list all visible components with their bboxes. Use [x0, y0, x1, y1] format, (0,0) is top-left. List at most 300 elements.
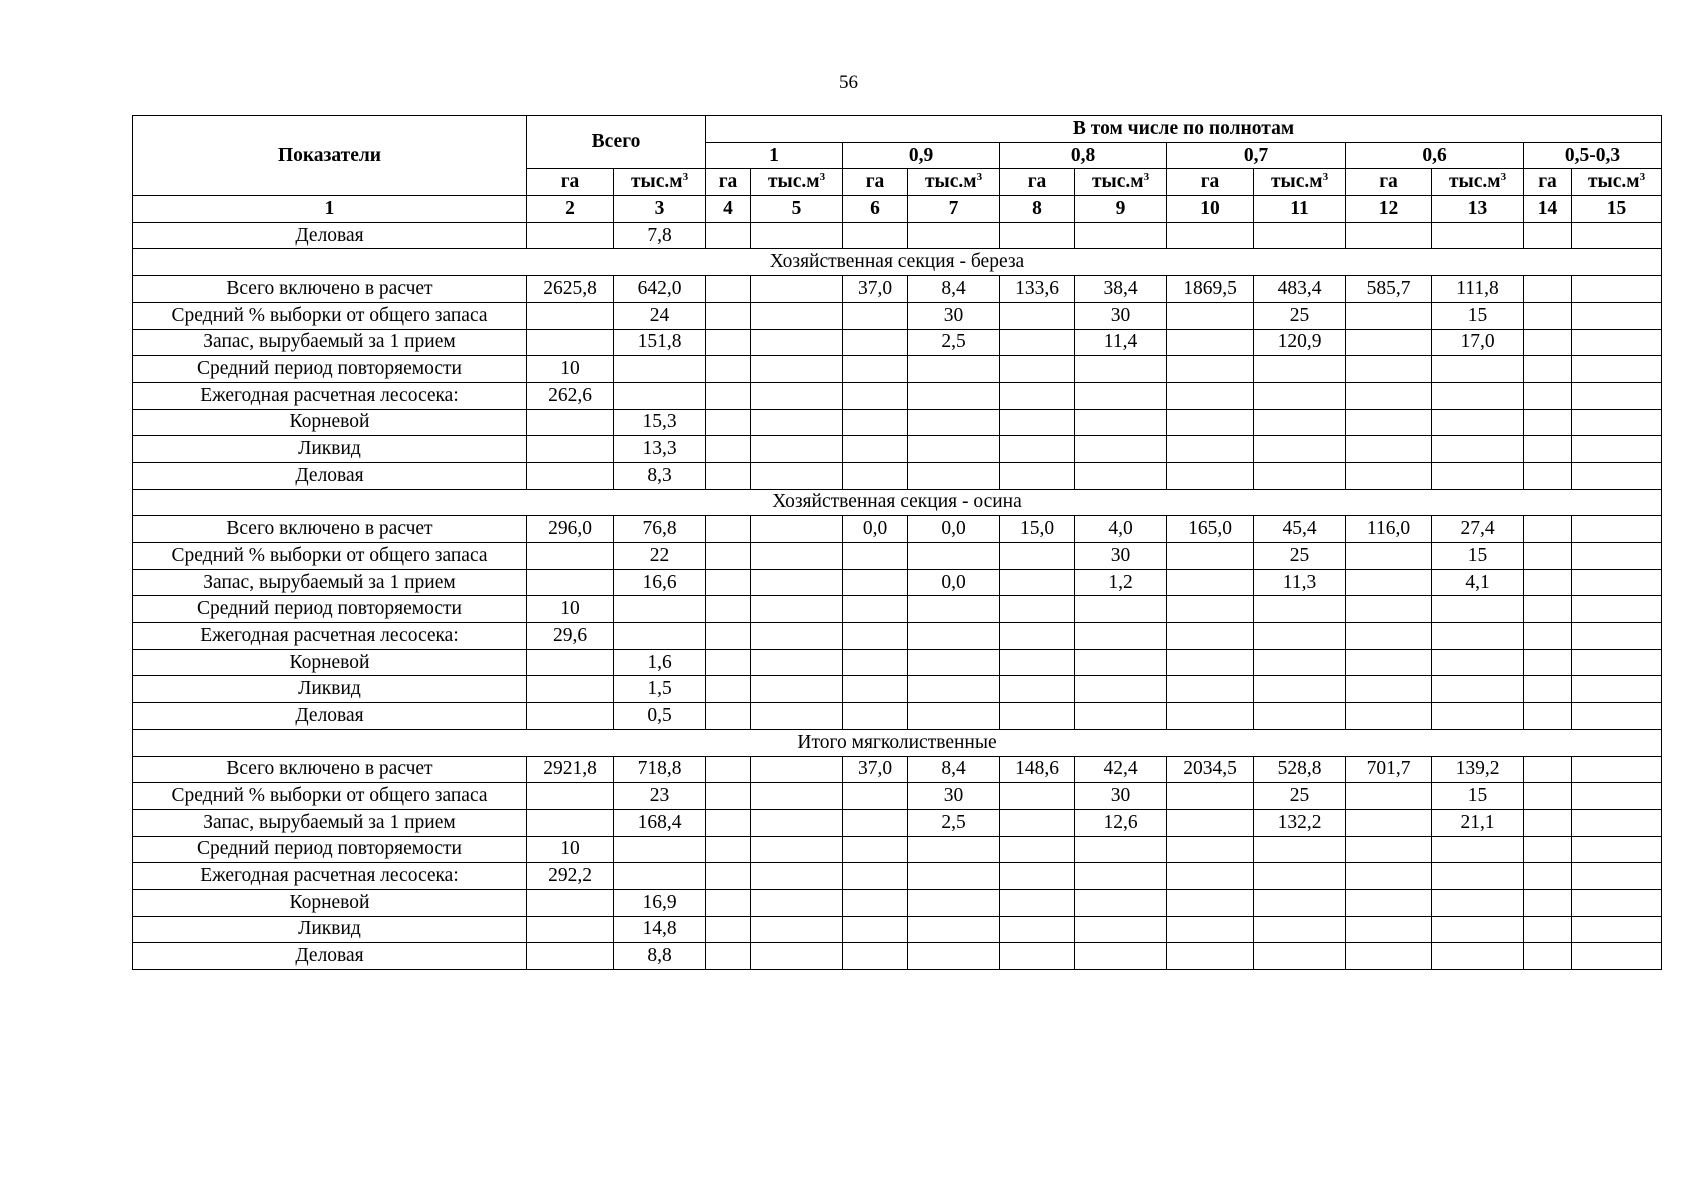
table-cell [1524, 676, 1572, 703]
table-cell [1346, 382, 1432, 409]
table-cell: 262,6 [527, 382, 614, 409]
table-row [133, 836, 1662, 863]
table-cell [843, 703, 908, 730]
table-cell [1254, 889, 1346, 916]
table-cell [1572, 462, 1662, 489]
table-cell [908, 623, 1000, 650]
table-cell [706, 916, 751, 943]
table-cell [1432, 916, 1524, 943]
table-cell [614, 356, 706, 383]
table-cell [1572, 809, 1662, 836]
table-cell [1254, 596, 1346, 623]
table-cell [706, 783, 751, 810]
table-cell [1167, 649, 1254, 676]
table-cell [1000, 943, 1075, 970]
column-number: 4 [706, 196, 751, 223]
row-label: Ликвид [133, 676, 527, 703]
row-label: Деловая [133, 222, 527, 249]
table-cell [1524, 329, 1572, 356]
table-cell [843, 409, 908, 436]
table-cell: 2,5 [908, 329, 1000, 356]
row-label: Корневой [133, 889, 527, 916]
table-row [133, 462, 1662, 489]
table-cell [1524, 836, 1572, 863]
table-cell [1432, 462, 1524, 489]
table-cell: 139,2 [1432, 756, 1524, 783]
table-cell [751, 916, 843, 943]
table-cell [1524, 649, 1572, 676]
column-number: 14 [1524, 196, 1572, 223]
table-cell: 0,0 [908, 569, 1000, 596]
unit-volume-superscript: 3 [1143, 171, 1150, 184]
table-cell [751, 436, 843, 463]
table-cell [1572, 516, 1662, 543]
table-cell [751, 329, 843, 356]
header-unit-ha: га [1524, 169, 1572, 196]
row-label: Корневой [133, 409, 527, 436]
table-row [133, 916, 1662, 943]
table-cell [1254, 676, 1346, 703]
header-unit-volume [1572, 169, 1662, 196]
section-title: Хозяйственная секция - береза [133, 249, 1662, 276]
table-cell: 14,8 [614, 916, 706, 943]
table-cell [1075, 836, 1167, 863]
table-cell [908, 462, 1000, 489]
table-cell [1346, 543, 1432, 570]
table-cell [751, 623, 843, 650]
row-label: Средний % выборки от общего запаса [133, 783, 527, 810]
table-cell: 8,8 [614, 943, 706, 970]
table-row [133, 329, 1662, 356]
table-cell [751, 836, 843, 863]
table-cell [1524, 783, 1572, 810]
section-row [133, 729, 1662, 756]
table-cell: 30 [1075, 543, 1167, 570]
table-cell [1167, 329, 1254, 356]
table-cell [1075, 623, 1167, 650]
table-cell: 25 [1254, 783, 1346, 810]
table-cell [1432, 836, 1524, 863]
table-cell [527, 943, 614, 970]
table-cell: 0,0 [908, 516, 1000, 543]
table-cell [1346, 329, 1432, 356]
table-cell [1432, 409, 1524, 436]
table-cell: 22 [614, 543, 706, 570]
table-cell [1000, 409, 1075, 436]
table-cell: 165,0 [1167, 516, 1254, 543]
table-cell: 27,4 [1432, 516, 1524, 543]
table-cell [706, 382, 751, 409]
table-cell [751, 462, 843, 489]
table-cell [1000, 623, 1075, 650]
table-cell [706, 703, 751, 730]
unit-volume-superscript: 3 [682, 171, 689, 184]
table-cell [1167, 703, 1254, 730]
table-cell [1075, 943, 1167, 970]
table-cell: 15 [1432, 543, 1524, 570]
table-cell: 38,4 [1075, 276, 1167, 303]
table-cell: 168,4 [614, 809, 706, 836]
table-cell [1000, 783, 1075, 810]
table-cell [1524, 756, 1572, 783]
unit-volume-text: тыс.м [767, 171, 820, 193]
table-cell [1000, 462, 1075, 489]
table-cell [1432, 943, 1524, 970]
row-label: Ежегодная расчетная лесосека: [133, 382, 527, 409]
column-number: 13 [1432, 196, 1524, 223]
column-number: 9 [1075, 196, 1167, 223]
table-cell [706, 596, 751, 623]
table-cell [1346, 676, 1432, 703]
header-unit-ha: га [1346, 169, 1432, 196]
table-cell [751, 276, 843, 303]
unit-volume-superscript: 3 [1322, 171, 1329, 184]
table-cell [843, 543, 908, 570]
section-title: Итого мягколиственные [133, 729, 1662, 756]
table-cell: 23 [614, 783, 706, 810]
table-cell [1167, 222, 1254, 249]
table-cell [1167, 889, 1254, 916]
row-label: Всего включено в расчет [133, 276, 527, 303]
column-number: 1 [133, 196, 527, 223]
table-cell [706, 409, 751, 436]
header-unit-ha: га [1000, 169, 1075, 196]
table-cell [843, 649, 908, 676]
table-cell [1572, 382, 1662, 409]
table-row [133, 543, 1662, 570]
table-cell [908, 409, 1000, 436]
table-row [133, 516, 1662, 543]
table-row [133, 863, 1662, 890]
table-cell [614, 836, 706, 863]
column-number: 11 [1254, 196, 1346, 223]
table-cell [1000, 329, 1075, 356]
table-row [133, 623, 1662, 650]
row-label: Деловая [133, 943, 527, 970]
column-number: 12 [1346, 196, 1432, 223]
table-cell: 16,6 [614, 569, 706, 596]
table-cell [1254, 462, 1346, 489]
row-label: Ликвид [133, 916, 527, 943]
table-cell [1167, 809, 1254, 836]
table-cell [1075, 356, 1167, 383]
table-cell: 12,6 [1075, 809, 1167, 836]
table-cell [706, 809, 751, 836]
table-cell: 2,5 [908, 809, 1000, 836]
table-cell [1254, 916, 1346, 943]
table-cell [1524, 276, 1572, 303]
table-cell [706, 836, 751, 863]
table-cell [1254, 836, 1346, 863]
unit-volume-superscript: 3 [976, 171, 983, 184]
table-cell [1524, 809, 1572, 836]
table-cell [1572, 222, 1662, 249]
row-label: Запас, вырубаемый за 1 прием [133, 569, 527, 596]
table-cell: 24 [614, 302, 706, 329]
table-cell: 4,0 [1075, 516, 1167, 543]
table-cell: 111,8 [1432, 276, 1524, 303]
table-row [133, 809, 1662, 836]
table-cell [527, 462, 614, 489]
table-cell [527, 676, 614, 703]
table-cell [1572, 649, 1662, 676]
table-cell [1346, 703, 1432, 730]
row-label: Ежегодная расчетная лесосека: [133, 623, 527, 650]
table-row [133, 302, 1662, 329]
section-title: Хозяйственная секция - осина [133, 489, 1662, 516]
table-cell [1000, 863, 1075, 890]
table-cell [1572, 889, 1662, 916]
table-cell [706, 649, 751, 676]
table-row [133, 889, 1662, 916]
table-cell [1524, 409, 1572, 436]
table-cell [1524, 916, 1572, 943]
table-cell [1075, 703, 1167, 730]
table-cell: 11,3 [1254, 569, 1346, 596]
table-cell [1572, 569, 1662, 596]
table-cell [527, 543, 614, 570]
table-cell [1524, 543, 1572, 570]
table-cell [1075, 436, 1167, 463]
table-cell [843, 596, 908, 623]
table-cell [1524, 436, 1572, 463]
table-cell [1572, 836, 1662, 863]
table-row [133, 222, 1662, 249]
table-cell [751, 943, 843, 970]
table-cell: 148,6 [1000, 756, 1075, 783]
table-cell [1254, 356, 1346, 383]
table-cell: 30 [1075, 302, 1167, 329]
table-cell: 718,8 [614, 756, 706, 783]
table-cell [908, 222, 1000, 249]
table-cell [1000, 596, 1075, 623]
column-number: 10 [1167, 196, 1254, 223]
table-cell: 1,6 [614, 649, 706, 676]
table-row [133, 382, 1662, 409]
table-cell: 2034,5 [1167, 756, 1254, 783]
table-cell [1572, 302, 1662, 329]
table-cell [1572, 596, 1662, 623]
table-cell: 25 [1254, 543, 1346, 570]
table-cell [1572, 783, 1662, 810]
table-cell [843, 836, 908, 863]
table-cell [843, 382, 908, 409]
table-cell [908, 436, 1000, 463]
table-cell [1572, 436, 1662, 463]
header-unit-ha: га [527, 169, 614, 196]
table-cell: 151,8 [614, 329, 706, 356]
table-cell [527, 436, 614, 463]
column-number: 15 [1572, 196, 1662, 223]
table-cell: 483,4 [1254, 276, 1346, 303]
table-cell [751, 676, 843, 703]
table-cell: 0,5 [614, 703, 706, 730]
table-cell [1572, 676, 1662, 703]
table-cell: 37,0 [843, 756, 908, 783]
table-cell [1346, 569, 1432, 596]
table-cell [1346, 222, 1432, 249]
table-cell [706, 302, 751, 329]
unit-volume-text: тыс.м [1091, 171, 1144, 193]
table-row [133, 943, 1662, 970]
table-cell [1524, 623, 1572, 650]
table-cell: 10 [527, 356, 614, 383]
table-cell [1167, 569, 1254, 596]
header-unit-volume [1254, 169, 1346, 196]
row-label: Деловая [133, 462, 527, 489]
table-cell [1167, 836, 1254, 863]
table-cell [1346, 916, 1432, 943]
table-cell [706, 462, 751, 489]
table-cell [1524, 516, 1572, 543]
header-unit-ha: га [843, 169, 908, 196]
table-cell [706, 623, 751, 650]
table-cell [1432, 356, 1524, 383]
unit-volume-text: тыс.м [1270, 171, 1323, 193]
table-cell: 37,0 [843, 276, 908, 303]
header-density: 0,7 [1167, 142, 1346, 169]
table-cell [908, 703, 1000, 730]
table-cell [1524, 863, 1572, 890]
table-cell: 30 [908, 302, 1000, 329]
table-cell [908, 889, 1000, 916]
row-label: Всего включено в расчет [133, 516, 527, 543]
table-cell [908, 356, 1000, 383]
table-cell [1346, 889, 1432, 916]
table-cell [1572, 703, 1662, 730]
table-cell [1346, 436, 1432, 463]
header-unit-volume [1432, 169, 1524, 196]
table-cell [1254, 382, 1346, 409]
table-cell [527, 809, 614, 836]
row-label: Ежегодная расчетная лесосека: [133, 863, 527, 890]
table-cell: 116,0 [1346, 516, 1432, 543]
table-cell [614, 623, 706, 650]
unit-volume-text: тыс.м [630, 171, 683, 193]
header-unit-ha: га [706, 169, 751, 196]
table-cell [1432, 703, 1524, 730]
table-cell [1432, 863, 1524, 890]
table-row [133, 276, 1662, 303]
table-cell [1000, 649, 1075, 676]
header-row-1 [133, 116, 1662, 143]
table-cell: 8,3 [614, 462, 706, 489]
table-cell [527, 302, 614, 329]
table-cell: 1,5 [614, 676, 706, 703]
table-cell [751, 756, 843, 783]
table-cell [706, 756, 751, 783]
table-cell [751, 302, 843, 329]
table-cell [1432, 676, 1524, 703]
table-cell [706, 569, 751, 596]
header-by-density: В том числе по полнотам [706, 116, 1662, 143]
table-cell [1346, 836, 1432, 863]
table-cell [843, 302, 908, 329]
table-cell [751, 703, 843, 730]
table-cell: 8,4 [908, 276, 1000, 303]
table-cell [843, 863, 908, 890]
table-cell [1432, 889, 1524, 916]
table-cell: 585,7 [1346, 276, 1432, 303]
table-cell [527, 703, 614, 730]
unit-volume-text: тыс.м [1587, 171, 1640, 193]
table-cell: 45,4 [1254, 516, 1346, 543]
table-cell [751, 222, 843, 249]
table-cell [843, 329, 908, 356]
table-cell [751, 516, 843, 543]
table-cell: 296,0 [527, 516, 614, 543]
table-cell [706, 329, 751, 356]
header-density: 0,9 [843, 142, 1000, 169]
table-cell: 25 [1254, 302, 1346, 329]
table-cell [1346, 302, 1432, 329]
table-cell [1524, 222, 1572, 249]
unit-volume-superscript: 3 [819, 171, 826, 184]
table-cell [1075, 382, 1167, 409]
table-cell [1000, 382, 1075, 409]
table-cell [1572, 409, 1662, 436]
column-number: 5 [751, 196, 843, 223]
table-cell [1167, 916, 1254, 943]
table-cell: 42,4 [1075, 756, 1167, 783]
table-cell [1432, 222, 1524, 249]
table-cell [1000, 836, 1075, 863]
table-cell [1346, 462, 1432, 489]
table-cell [908, 836, 1000, 863]
table-cell [527, 916, 614, 943]
unit-volume-text: тыс.м [924, 171, 977, 193]
table-cell [1167, 863, 1254, 890]
table-cell [843, 623, 908, 650]
table-cell: 0,0 [843, 516, 908, 543]
column-number: 8 [1000, 196, 1075, 223]
table-cell [1432, 596, 1524, 623]
table-cell [908, 676, 1000, 703]
table-cell [614, 596, 706, 623]
table-cell [527, 409, 614, 436]
table-cell [1346, 943, 1432, 970]
table-cell [1524, 703, 1572, 730]
header-unit-ha: га [1167, 169, 1254, 196]
table-cell: 29,6 [527, 623, 614, 650]
row-label: Ликвид [133, 436, 527, 463]
table-cell: 15,0 [1000, 516, 1075, 543]
row-label: Средний период повторяемости [133, 356, 527, 383]
table-cell: 16,9 [614, 889, 706, 916]
header-indicators: Показатели [133, 116, 527, 196]
table-cell [1524, 356, 1572, 383]
table-cell [706, 543, 751, 570]
table-cell [1000, 543, 1075, 570]
table-cell [1075, 462, 1167, 489]
table-cell: 132,2 [1254, 809, 1346, 836]
header-density: 0,6 [1346, 142, 1524, 169]
table-cell [1000, 916, 1075, 943]
table-row [133, 756, 1662, 783]
table-cell [706, 276, 751, 303]
table-cell: 76,8 [614, 516, 706, 543]
table-cell [1000, 889, 1075, 916]
table-cell [1075, 889, 1167, 916]
row-label: Средний период повторяемости [133, 596, 527, 623]
table-cell [908, 943, 1000, 970]
table-cell [1572, 756, 1662, 783]
header-total: Всего [527, 116, 706, 169]
table-cell [1167, 462, 1254, 489]
table-cell [1254, 703, 1346, 730]
row-label: Корневой [133, 649, 527, 676]
table-cell [843, 943, 908, 970]
